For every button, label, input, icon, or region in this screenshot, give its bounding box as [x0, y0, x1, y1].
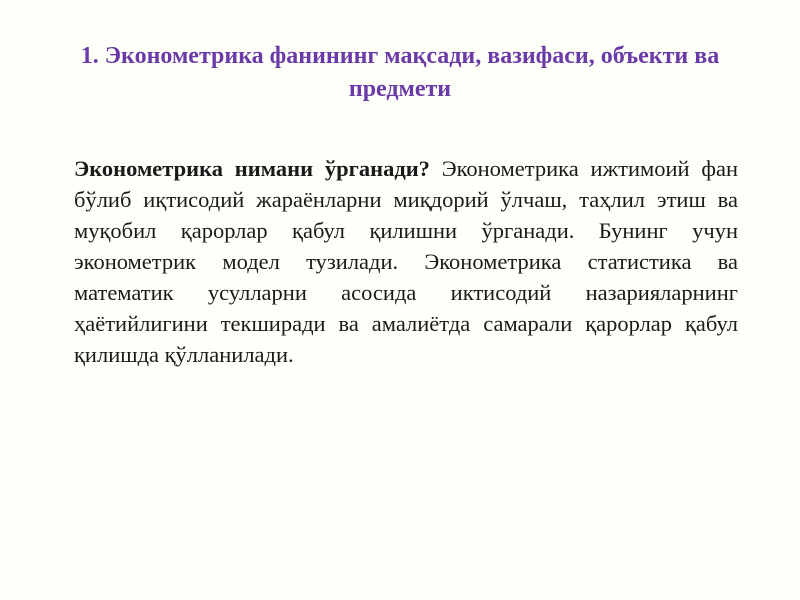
body-paragraph: Эконометрика ижтимоий фан бўлиб иқтисодий жараёнларни миқдорий ўлчаш, таҳлил этиш ва муқобил қарорлар қабул қилишни ўрганади. Бунинг учун эконометрик модел тузилади. Эконометрика статистика ва математик усулларни асосида иктисодий назарияларнинг ҳаётийлигини текширади ва амалиётда самарали қарорлар қабул қилишда қўлланилади. — [74, 156, 738, 367]
lead-question: Эконометрика нимани ўрганади? — [74, 156, 430, 181]
slide-body — [74, 153, 738, 370]
slide-title: 1. Эконометрика фанининг мақсади, вазифаси, объекти ва предмети — [80, 43, 720, 102]
